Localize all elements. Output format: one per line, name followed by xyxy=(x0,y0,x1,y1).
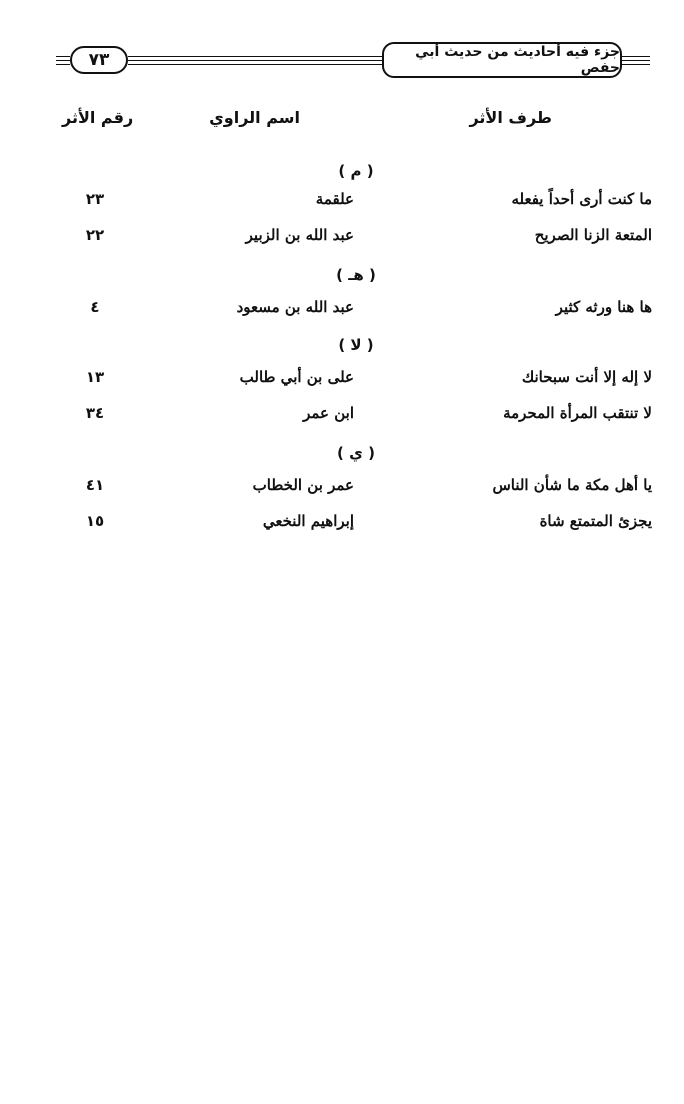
athar-text: ها هنا ورثه كثير xyxy=(555,298,652,316)
column-header-number: رقم الأثر xyxy=(62,108,134,127)
athar-number: ٤ xyxy=(90,298,100,316)
rawi-name: على بن أبي طالب xyxy=(239,368,354,386)
athar-text: ما كنت أرى أحداً يفعله xyxy=(511,190,652,208)
athar-number: ١٥ xyxy=(85,512,105,530)
athar-number: ٤١ xyxy=(85,476,105,494)
column-header-athar: طرف الأثر xyxy=(469,108,552,127)
page-number: ٧٣ xyxy=(70,46,128,74)
table-row xyxy=(0,368,684,398)
rawi-name: ابن عمر xyxy=(303,404,354,422)
header-rule xyxy=(622,64,650,65)
athar-number: ٢٢ xyxy=(85,226,105,244)
header-rule xyxy=(622,60,650,61)
table-row xyxy=(0,512,684,542)
athar-text: لا إله إلا أنت سبحانك xyxy=(521,368,652,386)
athar-number: ٢٣ xyxy=(85,190,105,208)
header-rule xyxy=(622,56,650,57)
header-rule xyxy=(56,60,70,61)
section-letter: ( م ) xyxy=(338,162,374,180)
header-rule xyxy=(128,56,382,57)
table-row xyxy=(0,298,684,328)
column-header-rawi: اسم الراوي xyxy=(209,108,300,127)
section-letter: ( لا ) xyxy=(338,336,374,354)
athar-text: يجزئ المتمتع شاة xyxy=(539,512,652,530)
table-row xyxy=(0,476,684,506)
header-rule xyxy=(56,56,70,57)
athar-number: ١٣ xyxy=(85,368,105,386)
header-rule xyxy=(128,64,382,65)
section-letter: ( هـ ) xyxy=(336,266,376,284)
athar-text: يا أهل مكة ما شأن الناس xyxy=(492,476,652,494)
book-title: جزء فيه أحاديث من حديث أبي حفص xyxy=(382,42,622,78)
header-rule xyxy=(128,60,382,61)
rawi-name: عبد الله بن مسعود xyxy=(236,298,354,316)
athar-text: المتعة الزنا الصريح xyxy=(534,226,652,244)
athar-text: لا تنتقب المرأة المحرمة xyxy=(503,404,652,422)
table-row xyxy=(0,404,684,434)
table-row xyxy=(0,226,684,256)
header-rule xyxy=(56,64,70,65)
section-letter: ( ي ) xyxy=(337,444,375,462)
athar-number: ٣٤ xyxy=(85,404,105,422)
table-row xyxy=(0,190,684,220)
rawi-name: إبراهيم النخعي xyxy=(262,512,354,530)
rawi-name: عمر بن الخطاب xyxy=(252,476,354,494)
rawi-name: علقمة xyxy=(315,190,354,208)
rawi-name: عبد الله بن الزبير xyxy=(245,226,354,244)
page-header xyxy=(0,0,684,100)
